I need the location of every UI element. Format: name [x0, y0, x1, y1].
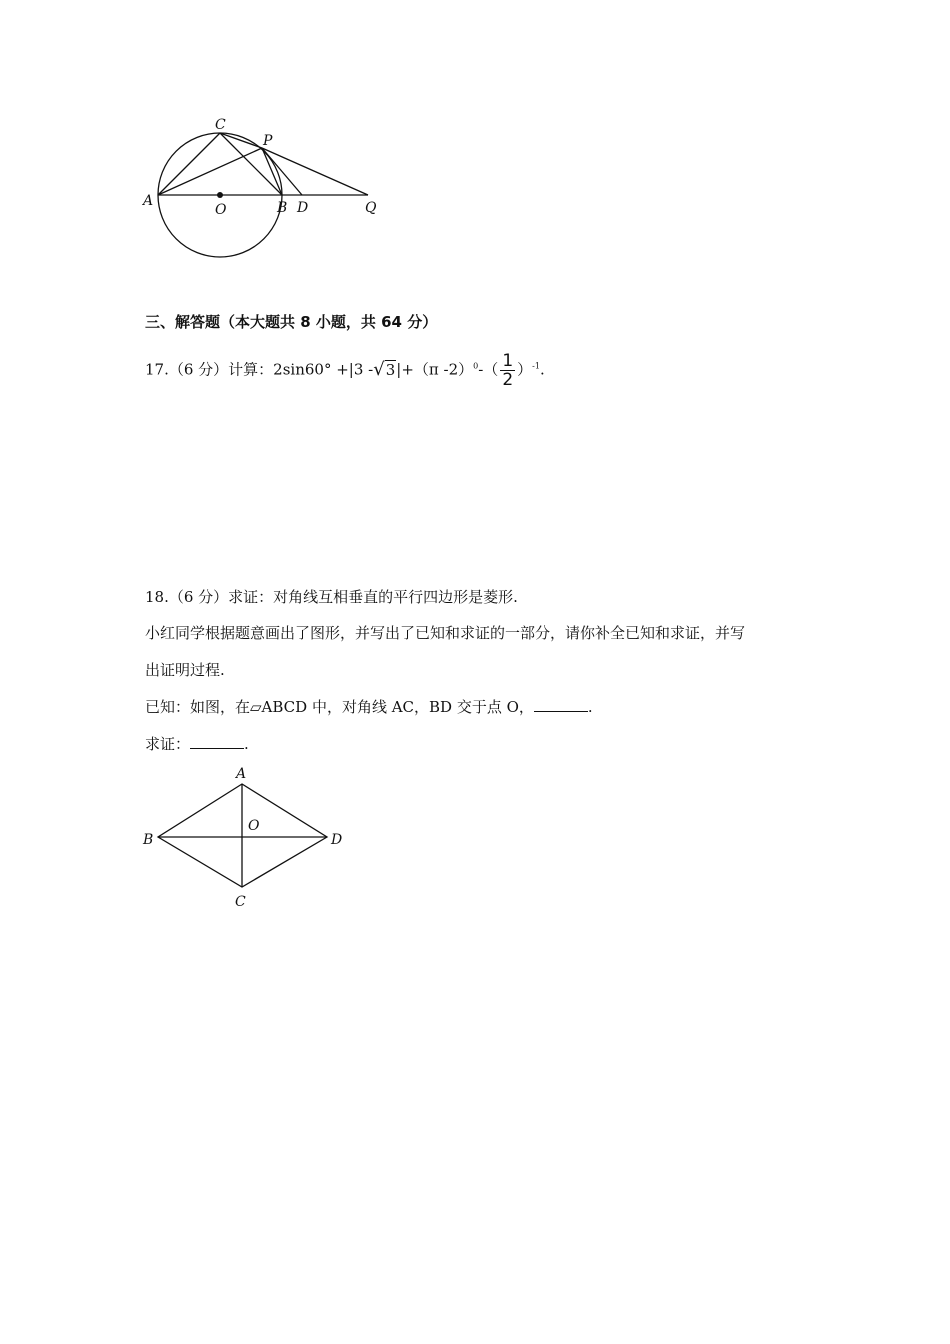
q17-middle: |+（π -2）	[396, 360, 474, 379]
given-blank[interactable]	[534, 699, 588, 712]
q18-prove	[145, 734, 249, 754]
q17-end: .	[539, 360, 545, 379]
segment-ap	[158, 148, 262, 195]
label-a: A	[143, 193, 154, 209]
rhombus-figure	[135, 762, 355, 912]
label-b: B	[277, 200, 288, 216]
fraction-half	[500, 352, 515, 389]
label-d2: D	[331, 832, 343, 848]
label-o2: O	[248, 818, 260, 834]
given-end: .	[587, 698, 593, 716]
label-c: C	[215, 117, 226, 133]
label-b2: B	[143, 832, 154, 848]
q18-line1: 18.（6 分）求证：对角线互相垂直的平行四边形是菱形.	[145, 588, 518, 606]
label-a2: A	[236, 766, 247, 782]
segment-ac	[158, 133, 220, 195]
label-d: D	[297, 200, 309, 216]
label-q: Q	[365, 200, 377, 216]
given-text: 已知：如图，在▱ABCD 中，对角线 AC，BD 交于点 O，	[145, 698, 534, 716]
section-title: 三、解答题（本大题共 8 小题，共 64 分）	[145, 313, 438, 331]
q18-line2: 小红同学根据题意画出了图形，并写出了已知和求证的一部分，请你补全已知和求证，并写	[145, 624, 746, 642]
q17-minus: -（	[478, 360, 499, 379]
prove-blank[interactable]	[190, 736, 244, 749]
fraction-numerator: 1	[502, 351, 514, 371]
label-c2: C	[235, 894, 246, 910]
center-dot	[217, 192, 223, 198]
circle-figure	[135, 115, 395, 265]
q17-prefix: 17.（6 分）计算：2sin60° +|3 -	[145, 360, 374, 379]
prove-text: 求证：	[145, 735, 191, 753]
q18-given	[145, 697, 593, 717]
prove-end: .	[244, 735, 249, 753]
segment-cp	[220, 133, 262, 148]
sqrt-icon: √	[373, 358, 385, 380]
question-17	[145, 352, 545, 389]
label-p: P	[263, 133, 273, 149]
q17-exp0: 0	[473, 361, 479, 371]
fraction-denominator: 2	[502, 370, 514, 390]
segment-cb	[220, 133, 282, 195]
sqrt-radicand: 3	[385, 360, 396, 379]
sqrt-expression	[373, 360, 396, 380]
q17-exp-neg1: -1	[532, 361, 540, 371]
q18-line3: 出证明过程.	[145, 661, 225, 679]
label-o: O	[215, 202, 227, 218]
q17-close: ）	[517, 360, 533, 379]
